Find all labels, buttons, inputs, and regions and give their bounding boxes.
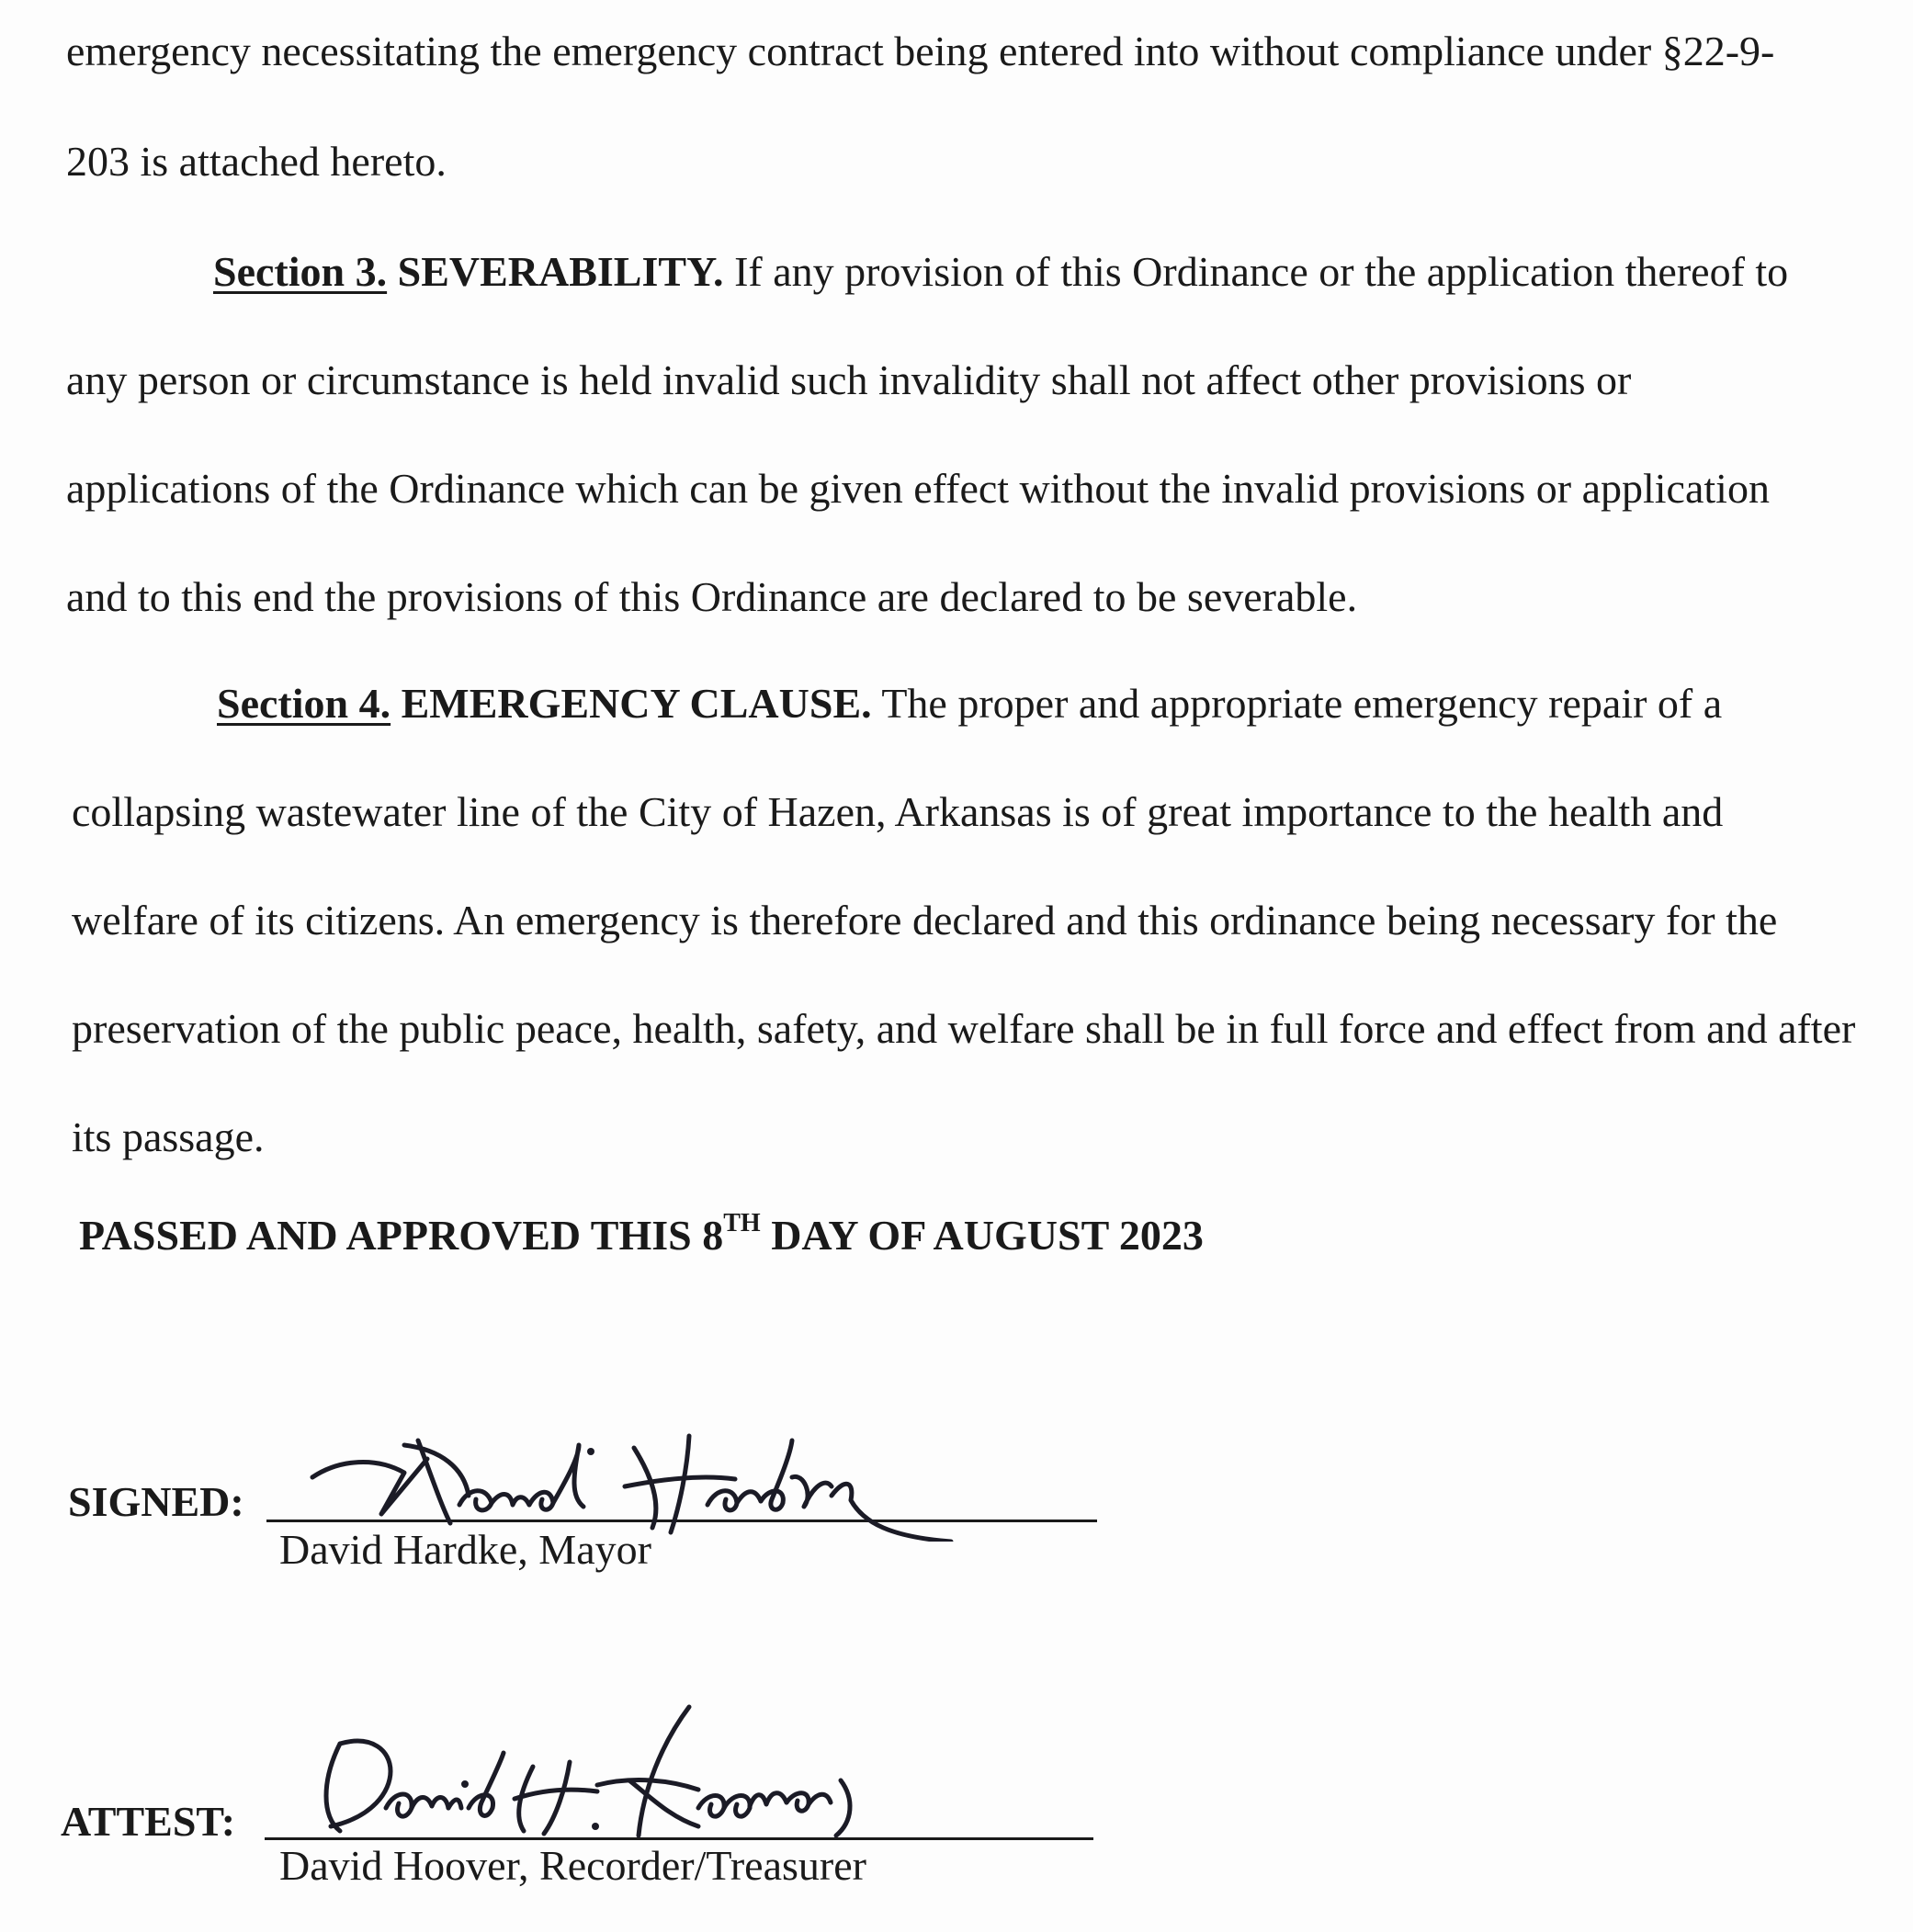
section-3-label: Section 3.: [213, 248, 388, 295]
passed-approved-line: [79, 1211, 1204, 1260]
section-4-title: EMERGENCY CLAUSE.: [401, 680, 872, 727]
text-line: and to this end the provisions of this Ordinance are declared to be severable.: [66, 573, 1358, 620]
text-line: emergency necessitating the emergency contract being entered into without compliance under §22-9-: [66, 28, 1775, 74]
section-4-first-line: [66, 678, 1722, 729]
text-line: preservation of the public peace, health, safety, and welfare shall be in full force and effect from and after: [72, 1005, 1856, 1052]
passed-ordinal: TH: [723, 1209, 761, 1237]
passed-prefix: PASSED AND APPROVED THIS 8: [79, 1212, 724, 1259]
passed-suffix: DAY OF AUGUST 2023: [771, 1212, 1204, 1259]
text-line: 203 is attached hereto.: [66, 138, 447, 185]
text-line: welfare of its citizens. An emergency is therefore declared and this ordinance being necessary for the: [72, 897, 1778, 943]
text-line: collapsing wastewater line of the City of Hazen, Arkansas is of great importance to the health and: [72, 788, 1724, 835]
text-line: applications of the Ordinance which can be given effect without the invalid provisions or application: [66, 465, 1770, 512]
text-line: any person or circumstance is held invalid such invalidity shall not affect other provisions or: [66, 356, 1632, 403]
section-4-text: The proper and appropriate emergency repair of a: [881, 680, 1723, 727]
text-line: its passage.: [72, 1113, 265, 1160]
section-3-text: If any provision of this Ordinance or the application thereof to: [734, 248, 1789, 295]
signed-name: David Hardke, Mayor: [279, 1526, 651, 1573]
section-3-first-line: [66, 246, 1788, 298]
mayor-signature: [303, 1422, 974, 1542]
section-4-label: Section 4.: [217, 680, 391, 727]
signed-label: SIGNED:: [68, 1478, 244, 1525]
attest-label: ATTEST:: [61, 1798, 236, 1845]
section-3-title: SEVERABILITY.: [397, 248, 724, 295]
recorder-signature: [303, 1689, 873, 1845]
attest-name: David Hoover, Recorder/Treasurer: [279, 1842, 866, 1889]
